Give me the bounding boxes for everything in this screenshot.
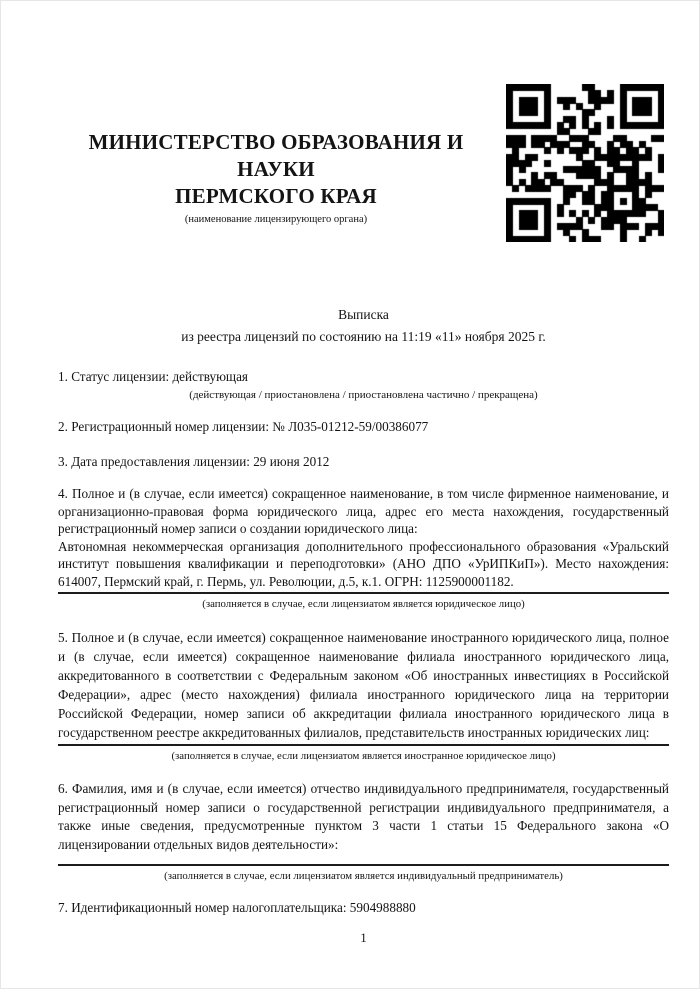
ministry-name-line2: ПЕРМСКОГО КРАЯ <box>175 184 377 208</box>
ministry-name-line1: МИНИСТЕРСТВО ОБРАЗОВАНИЯ И НАУКИ <box>88 130 464 181</box>
field-taxpayer-id <box>58 898 669 917</box>
fill-in-line <box>58 592 669 594</box>
document-title-line1: Выписка <box>338 307 389 322</box>
field-license-status <box>58 367 669 402</box>
document-title-line2: из реестра лицензий по состоянию на 11:19 «11» ноября 2025 г. <box>181 328 546 344</box>
foreign-entity-caption: (заполняется в случае, если лицензиатом является иностранное юридическое лицо) <box>171 750 556 762</box>
legal-entity-value: Автономная некоммерческая организация дополнительного профессионального образования «Уральский институт повышения квалификации и переподготовки» (АНО ДПО «УрИПКиП»). Место нахождения: 614007, Пермский край, г. Пермь, ул. Революции, д.5, к.1. ОГРН: 1125900001182. <box>58 538 669 589</box>
license-status-options-caption: (действующая / приостановлена / приостановлена частично / прекращена) <box>189 389 538 401</box>
field-registration-number <box>58 417 669 436</box>
legal-entity-question: 4. Полное и (в случае, если имеется) сокращенное наименование, в том числе фирменное наименование, и организационно-правовая форма юридического лица, адрес его места нахождения, государственный регистрационный номер записи о создании юридического лица: <box>58 486 669 536</box>
individual-entrepreneur-question: 6. Фамилия, имя и (в случае, если имеется) отчество индивидуального предпринимателя, государственный регистрационный номер записи о государственной регистрации индивидуального предпринимателя, а также иные сведения, предусмотренные пунктом 3 части 1 статьи 15 Федерального закона «О лицензировании отдельных видов деятельности»: <box>58 781 669 852</box>
fill-in-line <box>58 744 669 746</box>
licensing-authority-block <box>58 129 494 226</box>
authority-caption: (наименование лицензирующего органа) <box>184 214 368 225</box>
field-grant-date <box>58 452 669 471</box>
legal-entity-caption: (заполняется в случае, если лицензиатом является юридическое лицо) <box>202 598 525 610</box>
grant-date-text: 3. Дата предоставления лицензии: 29 июня 2012 <box>58 454 330 469</box>
document-title <box>58 304 669 347</box>
page-number: 1 <box>360 930 367 945</box>
foreign-entity-question: 5. Полное и (в случае, если имеется) сокращенное наименование иностранного юридического лица, полное и (в случае, если имеется) сокращенное наименование филиала иностранного юридического лица, аккредитованного в соответствии с Федеральным законом «Об иностранных инвестициях в Российской Федерации», адрес (место нахождения) филиала иностранного юридического лица на территории Российской Федерации, номер записи об аккредитации филиала иностранного юридического лица в государственном реестре аккредитованных филиалов, представительств иностранных юридических лиц: <box>58 630 669 740</box>
individual-entrepreneur-caption: (заполняется в случае, если лицензиатом является индивидуальный предприниматель) <box>164 870 563 882</box>
registration-number-text: 2. Регистрационный номер лицензии: № Л035-01212-59/00386077 <box>58 419 429 434</box>
license-status-text: 1. Статус лицензии: действующая <box>58 369 249 384</box>
qr-code-icon <box>506 84 664 242</box>
field-individual-entrepreneur <box>58 780 669 883</box>
taxpayer-id-text: 7. Идентификационный номер налогоплательщика: 5904988880 <box>58 900 416 915</box>
field-foreign-entity <box>58 628 669 763</box>
fill-in-line <box>58 864 669 866</box>
field-legal-entity <box>58 485 669 611</box>
